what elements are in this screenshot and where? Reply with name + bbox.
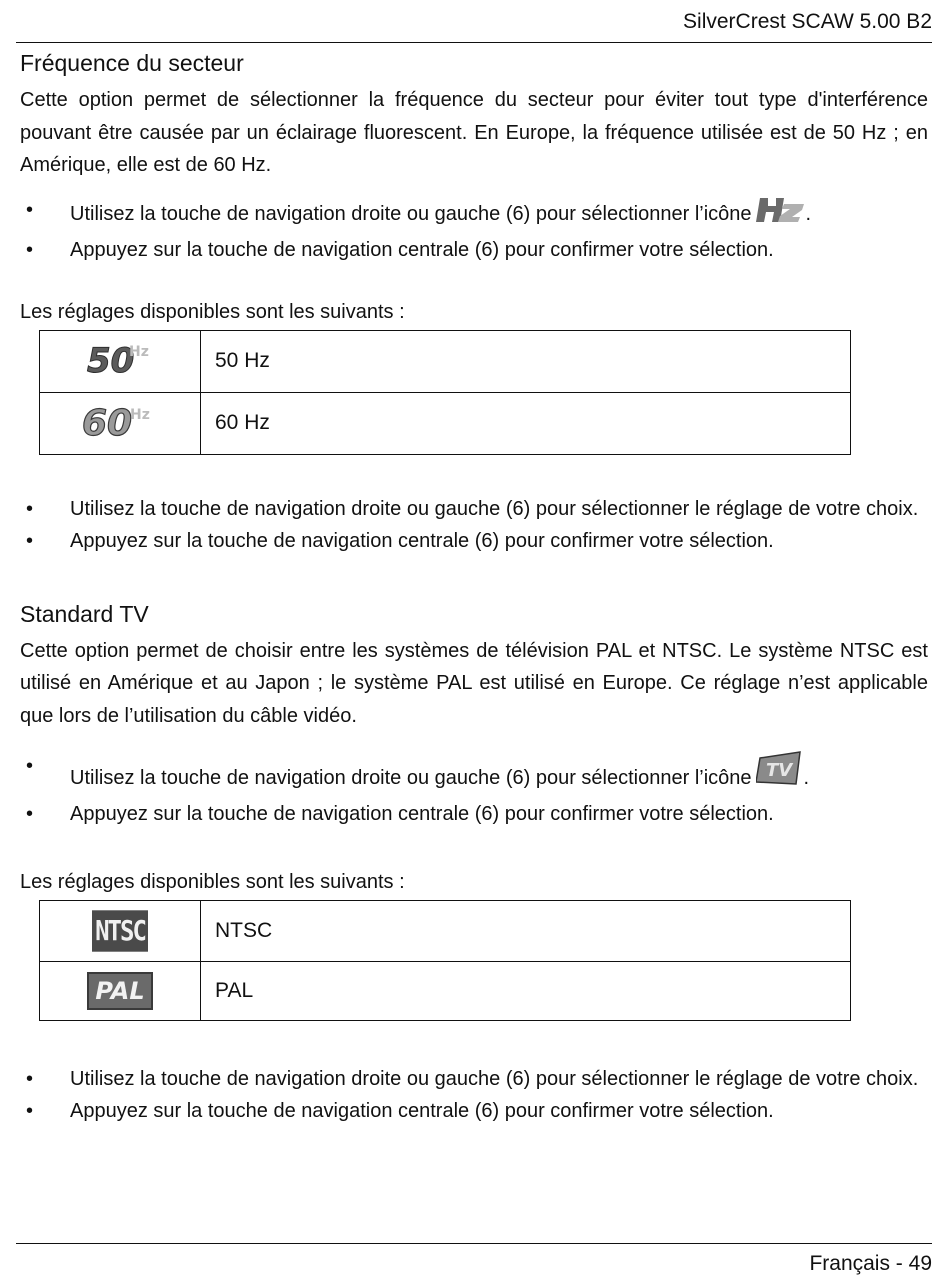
section-title-tv: Standard TV — [20, 600, 149, 627]
50hz-icon — [85, 341, 155, 383]
bullet-text: Utilisez la touche de navigation droite ou gauche (6) pour sélectionner l’icône — [70, 202, 752, 225]
icon-cell — [40, 392, 201, 454]
tv-confirm-list — [20, 1063, 928, 1127]
page-content — [20, 42, 928, 1127]
tv-icon — [756, 750, 804, 798]
tv-description: Cette option permet de choisir entre les systèmes de télévision PAL et NTSC. Le système NTSC est utilisé en Amérique et au Japon ; le système PAL est utilisé en Europe. Ce réglage n’est applicable que lors de l’utilisation du câble vidéo. — [20, 639, 928, 727]
table-row — [40, 392, 851, 454]
bullet-text: Appuyez sur la touche de navigation centrale (6) pour confirmer votre sélection. — [70, 1100, 774, 1122]
page-footer — [16, 1243, 932, 1282]
bullet-text: Utilisez la touche de navigation droite ou gauche (6) pour sélectionner le réglage de votre choix. — [70, 497, 919, 520]
page-number: Français - 49 — [809, 1252, 932, 1275]
list-item — [20, 525, 928, 557]
svg-text:60: 60 — [82, 403, 133, 441]
svg-text:50: 50 — [87, 341, 135, 378]
list-item — [20, 1095, 928, 1127]
list-item — [20, 798, 928, 830]
bullet-text: Utilisez la touche de navigation droite ou gauche (6) pour sélectionner le réglage de votre choix. — [70, 1068, 919, 1090]
tv-instructions-list — [20, 750, 928, 830]
page-header — [16, 0, 932, 43]
table-row — [40, 962, 851, 1021]
table-row — [40, 901, 851, 962]
frequency-settings-table — [39, 330, 851, 455]
icon-cell — [40, 330, 201, 392]
option-label: 60 Hz — [201, 392, 851, 454]
icon-cell — [40, 901, 201, 962]
section-title-frequency: Fréquence du secteur — [20, 50, 244, 76]
60hz-icon — [80, 403, 160, 446]
option-label: NTSC — [201, 901, 851, 962]
ntsc-icon: NTSC — [92, 910, 148, 951]
svg-text:Hz: Hz — [129, 344, 149, 360]
svg-text:TV: TV — [765, 760, 792, 781]
bullet-text: Utilisez la touche de navigation droite ou gauche (6) pour sélectionner l’icône — [70, 767, 752, 789]
icon-cell — [40, 962, 201, 1021]
bullet-text: Appuyez sur la touche de navigation centrale (6) pour confirmer votre sélection. — [70, 803, 774, 825]
frequency-confirm-list — [20, 493, 928, 557]
list-item: • Utilisez la touche de navigation droite ou gauche (6) pour sélectionner l’icône TV . — [20, 750, 928, 798]
list-item: • Utilisez la touche de navigation droite ou gauche (6) pour sélectionner l’icône . — [20, 194, 928, 234]
frequency-description: Cette option permet de sélectionner la fréquence du secteur pour éviter tout type d'interférence pouvant être causée par un éclairage fluorescent. En Europe, la fréquence utilisée est de 50 Hz ; en Amérique, elle est de 60 Hz. — [20, 89, 928, 176]
list-item — [20, 234, 928, 266]
product-name: SilverCrest SCAW 5.00 B2 — [683, 10, 932, 33]
tv-settings-intro: Les réglages disponibles sont les suivants : — [20, 871, 405, 893]
tv-settings-table — [39, 900, 851, 1021]
option-label: PAL — [201, 962, 851, 1021]
bullet-text: Appuyez sur la touche de navigation centrale (6) pour confirmer votre sélection. — [70, 529, 774, 552]
option-label: 50 Hz — [201, 330, 851, 392]
pal-icon: PAL — [87, 972, 152, 1010]
table-row — [40, 330, 851, 392]
frequency-settings-intro: Les réglages disponibles sont les suivants : — [20, 300, 405, 323]
frequency-instructions-list — [20, 194, 928, 266]
list-item — [20, 1063, 928, 1095]
hz-icon — [756, 194, 806, 234]
svg-text:Hz: Hz — [130, 407, 150, 423]
bullet-text: Appuyez sur la touche de navigation centrale (6) pour confirmer votre sélection. — [70, 238, 774, 261]
list-item — [20, 493, 928, 525]
